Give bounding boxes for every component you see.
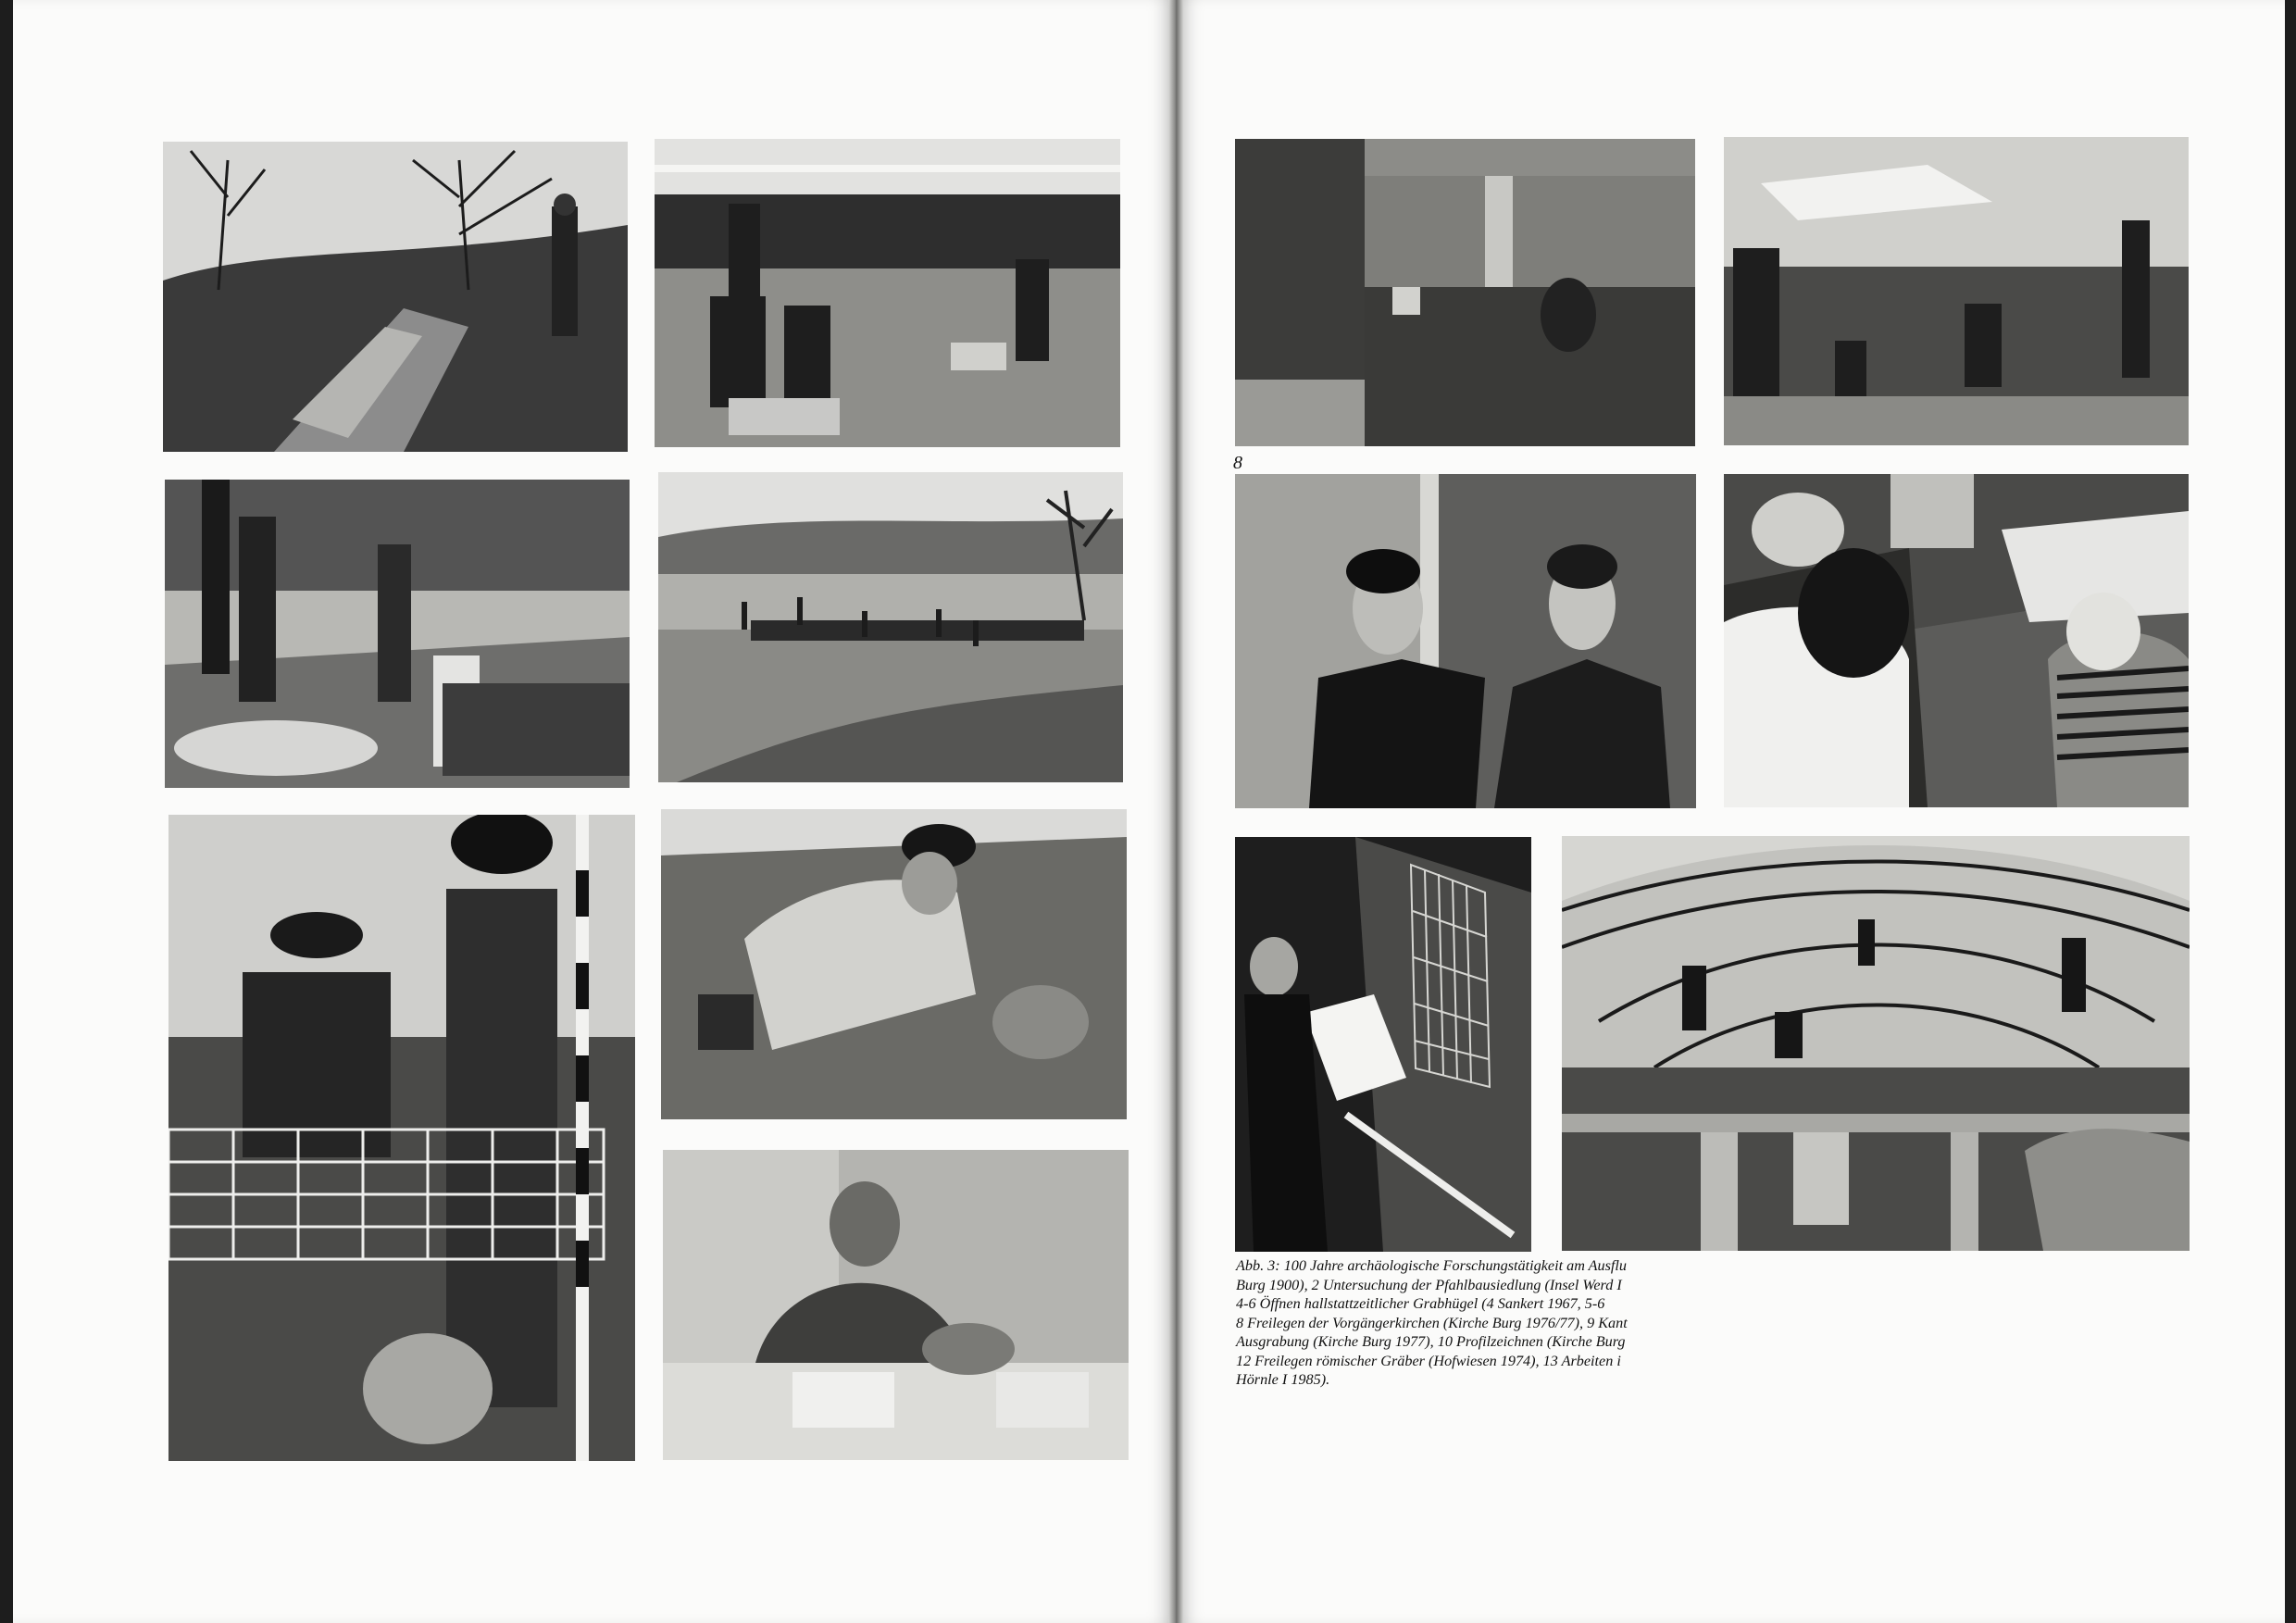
caption-line: 12 Freilegen römischer Gräber (Hofwiesen 1974), 13 Arbeiten i — [1236, 1352, 1621, 1369]
photo-9-excavation-under-shelter — [1724, 137, 2189, 445]
photo-13-tunnel-tent-excavation — [1562, 836, 2190, 1251]
book-gutter — [1168, 0, 1183, 1623]
caption-line: Hörnle I 1985). — [1236, 1371, 1330, 1388]
photograph-icon — [655, 139, 1120, 447]
photo-5-grid-frame-documentation — [168, 815, 635, 1461]
photograph-icon — [163, 142, 628, 452]
photograph-icon — [1235, 837, 1531, 1252]
photograph-icon — [168, 815, 635, 1461]
photo-11-profile-drawing-group — [1724, 474, 2189, 807]
photograph-icon — [658, 472, 1123, 782]
photograph-icon — [661, 809, 1127, 1119]
photograph-icon — [1235, 474, 1696, 808]
photograph-icon — [1235, 139, 1695, 446]
photograph-icon — [663, 1150, 1129, 1460]
caption-line: Burg 1900), 2 Untersuchung der Pfahlbausiedlung (Insel Werd I — [1236, 1276, 1622, 1293]
figure-caption — [1236, 1256, 1717, 1390]
photo-1-wall-excavation — [163, 142, 628, 452]
photograph-icon — [1724, 137, 2189, 445]
photograph-icon — [1562, 836, 2190, 1251]
photograph-icon — [165, 480, 630, 788]
caption-line: Abb. 3: 100 Jahre archäologische Forschungstätigkeit am Ausflu — [1236, 1257, 1628, 1274]
photo-10-two-men-portrait — [1235, 474, 1696, 808]
caption-line: 8 Freilegen der Vorgängerkirchen (Kirche Burg 1976/77), 9 Kant — [1236, 1314, 1628, 1331]
photograph-icon — [1724, 474, 2189, 807]
photo-2-pile-settlement — [655, 139, 1120, 447]
caption-line: Ausgrabung (Kirche Burg 1977), 10 Profilzeichnen (Kirche Burg — [1236, 1333, 1626, 1350]
photo-6-pottery-uncovering — [661, 809, 1127, 1119]
caption-line: 4-6 Öffnen hallstattzeitlicher Grabhügel (4 Sankert 1967, 5-6 — [1236, 1295, 1605, 1312]
photo-7-restoration-workshop — [663, 1150, 1129, 1460]
plate-number-label: 8 — [1233, 453, 1242, 473]
photo-8-church-foundations — [1235, 139, 1695, 446]
photo-4-burial-mound-landscape — [658, 472, 1123, 782]
photo-12-profile-drawing-church — [1235, 837, 1531, 1252]
photo-3-trees-excavation — [165, 480, 630, 788]
